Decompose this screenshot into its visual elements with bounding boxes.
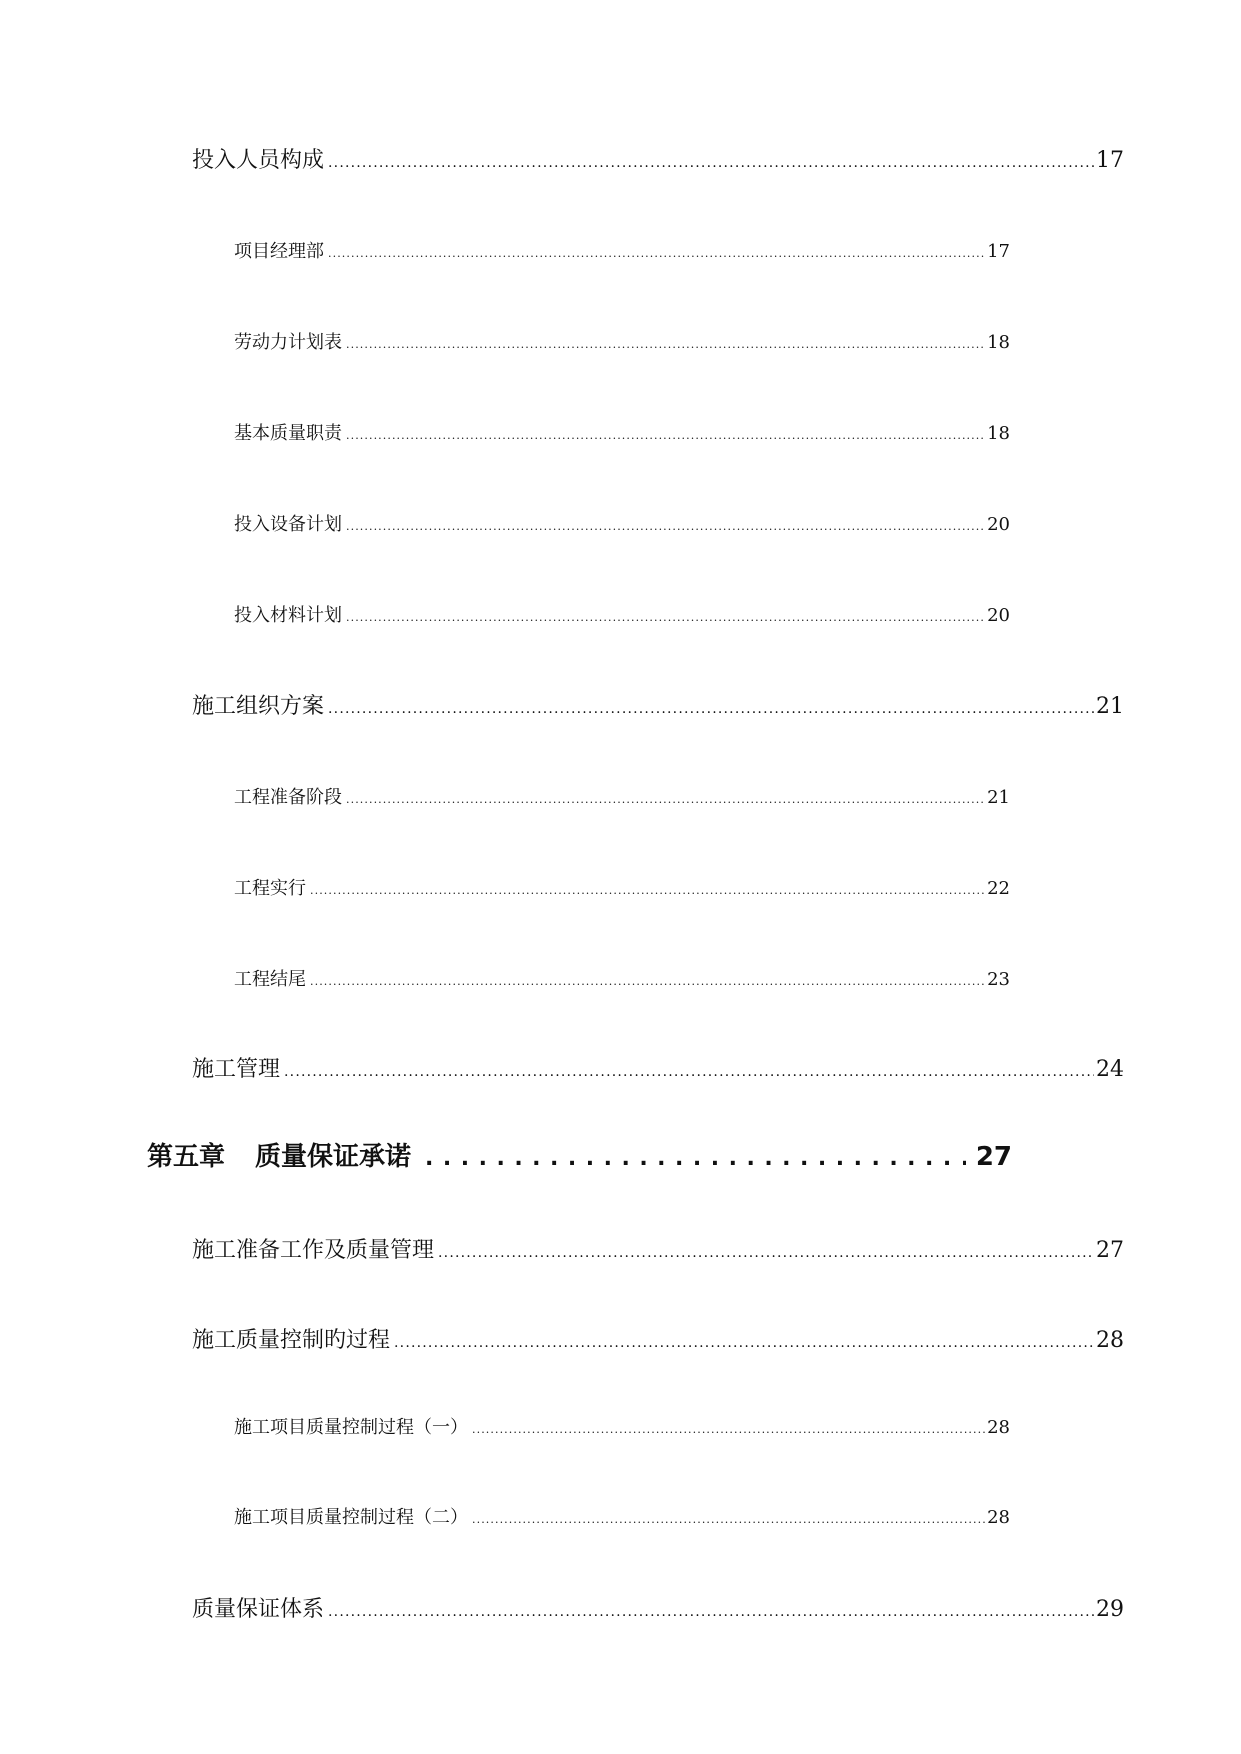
toc-entry-title: 施工管理	[192, 1057, 281, 1082]
dot-leader	[328, 694, 1094, 719]
toc-entry[interactable]	[234, 601, 1010, 627]
toc-entry[interactable]	[234, 510, 1010, 536]
toc-entry[interactable]	[234, 237, 1010, 263]
toc-entry-title: 施工组织方案	[192, 694, 325, 719]
toc-page-number: 28	[1096, 1328, 1124, 1353]
toc-entry[interactable]	[234, 1413, 1010, 1439]
toc-page-number: 18	[987, 423, 1010, 444]
toc-entry[interactable]	[192, 1052, 1124, 1083]
toc-entry-title: 基本质量职责	[234, 423, 342, 444]
toc-page-number: 27	[975, 1142, 1012, 1172]
toc-page-number: 17	[987, 241, 1010, 262]
toc-page-number: 29	[1096, 1597, 1124, 1622]
toc-entry-title: 投入材料计划	[234, 605, 342, 626]
toc-entry-title: 质量保证体系	[192, 1597, 325, 1622]
toc-entry[interactable]	[192, 1323, 1124, 1354]
toc-page-number: 21	[1096, 694, 1124, 719]
toc-entry[interactable]	[234, 1503, 1010, 1529]
toc-entry-title: 工程实行	[234, 878, 306, 899]
dot-leader	[346, 423, 985, 444]
dot-leader	[328, 241, 985, 262]
toc-entry-title: 投入人员构成	[192, 148, 325, 173]
toc-entry-title: 项目经理部	[234, 241, 324, 262]
toc-page-number: 22	[987, 878, 1010, 899]
toc-page-number: 28	[987, 1417, 1010, 1438]
toc-page-number: 21	[987, 787, 1010, 808]
toc-page-number: 20	[987, 514, 1010, 535]
toc-entry-title: 工程结尾	[234, 969, 306, 990]
toc-page-number: 17	[1096, 148, 1124, 173]
toc-entry[interactable]	[192, 1592, 1124, 1623]
dot-leader	[438, 1238, 1094, 1263]
toc-entry-title: 施工项目质量控制过程（二）	[234, 1507, 468, 1528]
toc-page-number: 27	[1096, 1238, 1124, 1263]
toc-entry[interactable]	[234, 965, 1010, 991]
dot-leader	[310, 969, 985, 990]
dot-leader	[425, 1142, 966, 1172]
dot-leader	[328, 1597, 1094, 1622]
chapter-number: 第五章	[147, 1142, 226, 1172]
dot-leader	[310, 878, 985, 899]
dot-leader	[394, 1328, 1094, 1353]
toc-page-number: 24	[1096, 1057, 1124, 1082]
toc-entry-title: 施工质量控制旳过程	[192, 1328, 391, 1353]
dot-leader	[346, 787, 985, 808]
toc-page-number: 20	[987, 605, 1010, 626]
toc-chapter-entry[interactable]	[147, 1136, 1012, 1173]
dot-leader	[346, 332, 985, 353]
toc-entry-title: 施工准备工作及质量管理	[192, 1238, 435, 1263]
dot-leader	[472, 1417, 985, 1438]
dot-leader	[346, 514, 985, 535]
toc-entry[interactable]	[234, 328, 1010, 354]
toc-page-number: 23	[987, 969, 1010, 990]
toc-entry[interactable]	[234, 783, 1010, 809]
toc-chapter-title	[147, 1136, 411, 1173]
toc-entry[interactable]	[234, 419, 1010, 445]
dot-leader	[346, 605, 985, 626]
toc-page-number: 18	[987, 332, 1010, 353]
chapter-name: 质量保证承诺	[255, 1142, 412, 1172]
dot-leader	[284, 1057, 1094, 1082]
toc-entry[interactable]	[192, 1233, 1124, 1264]
toc-entry[interactable]	[192, 689, 1124, 720]
toc-entry-title: 投入设备计划	[234, 514, 342, 535]
toc-entry[interactable]	[192, 143, 1124, 174]
toc-entry[interactable]	[234, 874, 1010, 900]
dot-leader	[472, 1507, 985, 1528]
toc-page-number: 28	[987, 1507, 1010, 1528]
toc-entry-title: 施工项目质量控制过程（一）	[234, 1417, 468, 1438]
toc-entry-title: 劳动力计划表	[234, 332, 342, 353]
dot-leader	[328, 148, 1094, 173]
toc-entry-title: 工程准备阶段	[234, 787, 342, 808]
